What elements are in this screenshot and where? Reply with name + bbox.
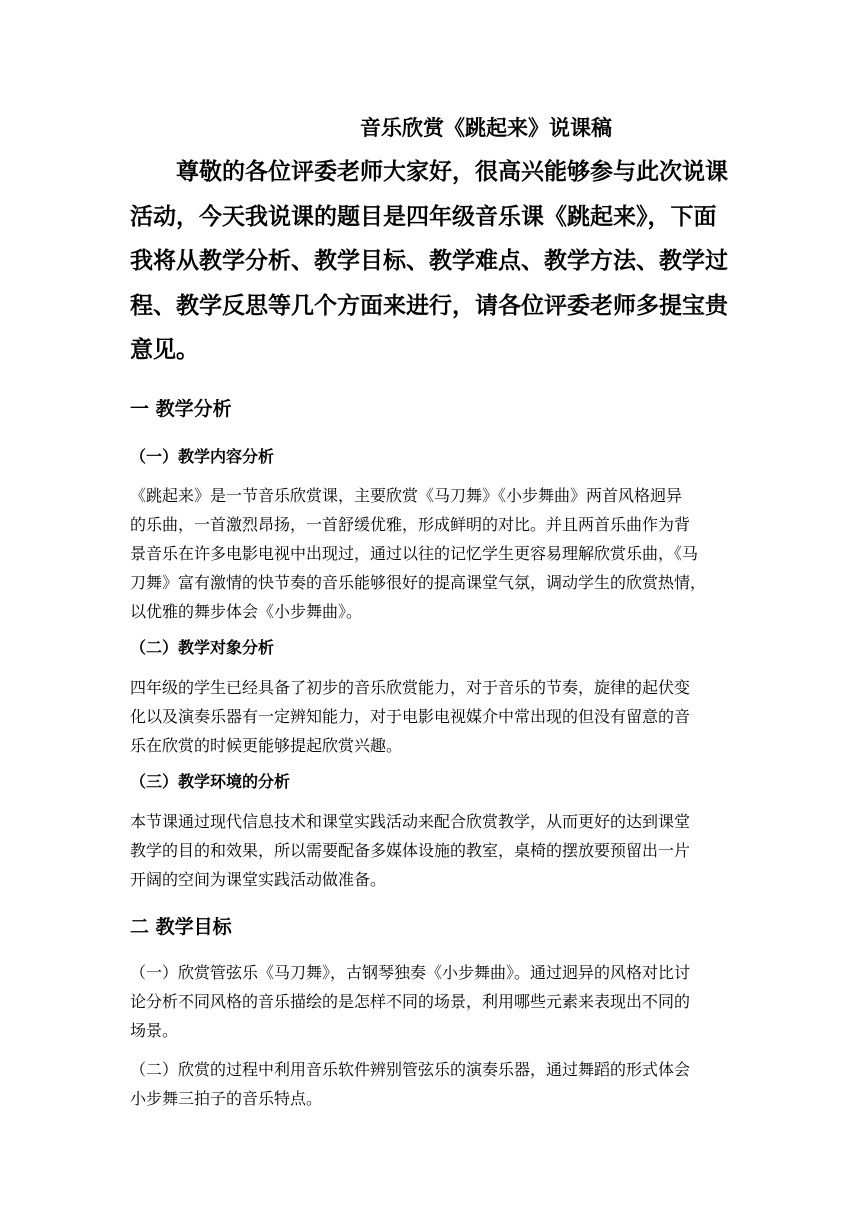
subsection-heading-environment: （三）教学环境的分析 xyxy=(130,772,291,791)
paragraph-students-analysis xyxy=(130,673,730,760)
paragraph-line: 景音乐在许多电影电视中出现过，通过以往的记忆学生更容易理解欣赏乐曲，《马 xyxy=(130,544,699,563)
paragraph-line: 场景。 xyxy=(130,1021,179,1040)
paragraph-line: 本节课通过现代信息技术和课堂实践活动来配合欣赏教学，从而更好的达到课堂 xyxy=(130,812,691,831)
paragraph-line: 开阔的空间为课堂实践活动做准备。 xyxy=(130,870,387,889)
paragraph-line: 四年级的学生已经具备了初步的音乐欣赏能力，对于音乐的节奏，旋律的起伏变 xyxy=(130,678,691,697)
subsection-heading-students: （二）教学对象分析 xyxy=(130,638,275,657)
paragraph-line: 小步舞三拍子的音乐特点。 xyxy=(130,1089,323,1108)
paragraph-line: 教学的目的和效果，所以需要配备多媒体设施的教室，桌椅的摆放要预留出一片 xyxy=(130,841,691,860)
paragraph-line: 以优雅的舞步体会《小步舞曲》。 xyxy=(130,602,363,621)
paragraph-line: （一）欣赏管弦乐《马刀舞》，古钢琴独奏《小步舞曲》。通过迥异的风格对比讨 xyxy=(130,963,691,982)
intro-line: 意见。 xyxy=(130,336,199,363)
paragraph-goal-two xyxy=(130,1055,730,1113)
paragraph-line: 论分析不同风格的音乐描绘的是怎样不同的场景，利用哪些元素来表现出不同的 xyxy=(130,992,691,1011)
paragraph-line: 化以及演奏乐器有一定辨知能力，对于电影电视媒介中常出现的但没有留意的音 xyxy=(130,707,691,726)
paragraph-goal-one xyxy=(130,958,730,1045)
paragraph-line: 《跳起来》是一节音乐欣赏课，主要欣赏《马刀舞》《小步舞曲》两首风格迥异 xyxy=(130,486,683,505)
paragraph-line: （二）欣赏的过程中利用音乐软件辨别管弦乐的演奏乐器，通过舞蹈的形式体会 xyxy=(130,1060,691,1079)
paragraph-line: 乐在欣赏的时候更能够提起欣赏兴趣。 xyxy=(130,736,403,755)
intro-line: 我将从教学分析、教学目标、教学难点、教学方法、教学过 xyxy=(130,247,728,274)
section-heading-goals: 二 教学目标 xyxy=(130,916,232,938)
paragraph-line: 刀舞》富有激情的快节奏的音乐能够很好的提高课堂气氛，调动学生的欣赏热情， xyxy=(130,573,707,592)
intro-line: 尊敬的各位评委老师大家好，很高兴能够参与此次说课 xyxy=(130,158,728,185)
intro-paragraph xyxy=(130,150,730,373)
intro-line: 程、教学反思等几个方面来进行，请各位评委老师多提宝贵 xyxy=(130,291,728,319)
section-heading-analysis: 一 教学分析 xyxy=(130,398,232,420)
intro-line: 活动，今天我说课的题目是四年级音乐课《跳起来》，下面 xyxy=(130,202,717,230)
paragraph-environment-analysis xyxy=(130,807,730,894)
document-title: 音乐欣赏《跳起来》说课稿 xyxy=(360,115,612,140)
paragraph-line: 的乐曲，一首激烈昂扬，一首舒缓优雅，形成鲜明的对比。并且两首乐曲作为背 xyxy=(130,515,691,534)
subsection-heading-content: （一）教学内容分析 xyxy=(130,447,275,466)
paragraph-content-analysis xyxy=(130,481,730,626)
